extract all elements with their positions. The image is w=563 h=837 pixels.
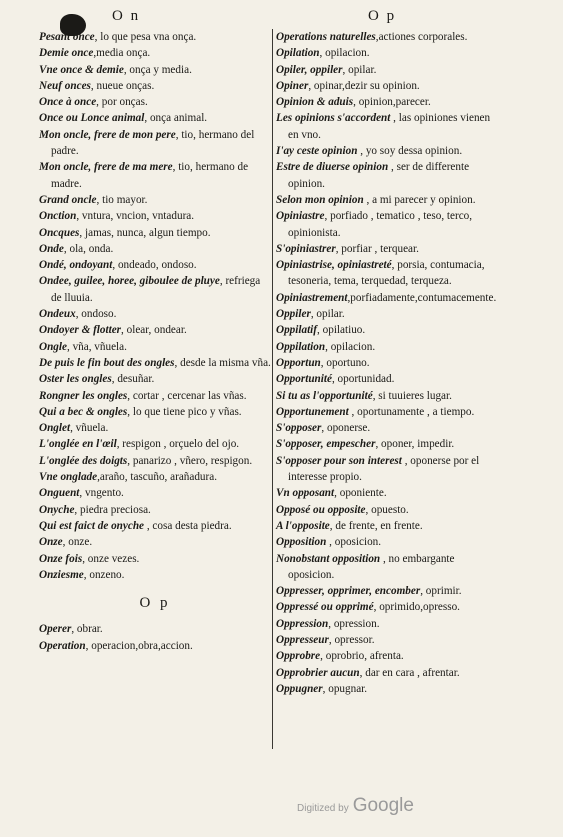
headword: Selon mon opinion [276,193,364,206]
dictionary-entry [39,371,271,387]
dictionary-entry [39,322,271,338]
header-left: O n [112,8,141,24]
definition: , vngento. [79,487,124,500]
headword: Operer [39,623,72,636]
definition: , opuesto. [365,503,409,516]
definition: , opilar. [310,308,345,321]
dictionary-entry [39,502,271,518]
dictionary-entry [276,583,498,599]
headword: Onze fois [39,552,83,565]
definition: ,araño, tascuño, arañadura. [97,471,218,484]
dictionary-entry [39,404,271,420]
headword: Ondoyer & flotter [39,324,122,337]
dictionary-entry [39,208,271,224]
dictionary-entry [276,62,498,78]
definition: , opilacion. [319,47,370,60]
dictionary-entry [39,225,271,241]
headword: S'opposer, empescher [276,438,376,451]
headword: I'ay ceste opinion [276,145,358,158]
definition: , olear, ondear. [121,324,187,337]
headword: Opinion & aduis [276,96,354,109]
definition: , oponer, impedir. [375,438,455,451]
definition: , porsia, contumacia, tesoneria, tema, terquedad, terqueza. [288,259,485,288]
headword: Si tu as l'opportunité [276,389,373,402]
dictionary-entry [39,551,271,567]
dictionary-entry [276,436,498,452]
left-column [39,29,271,654]
headword: Estre de diuerse opinion [276,161,389,174]
definition: ,actiones corporales. [375,31,468,43]
dictionary-entry [276,159,498,192]
headword: Oppresseur [276,633,329,646]
dictionary-entry [39,29,271,45]
headword: L'onglée des doigts [39,454,128,467]
dictionary-entry [276,648,498,664]
dictionary-entry [276,388,498,404]
definition: , vntura, vncion, vntadura. [76,210,195,223]
definition: , jamas, nunca, algun tiempo. [79,226,211,239]
dictionary-entry [276,78,498,94]
dictionary-entry [39,567,271,583]
watermark-brand: Google [352,795,414,816]
definition: , cosa desta piedra. [144,519,232,532]
headword: Neuf onces [39,79,91,92]
headword: Qui est faict de onyche [39,519,145,532]
definition: , las opiniones vienen en vno. [288,112,491,141]
definition: , onça animal. [144,112,208,125]
dictionary-entry [39,45,271,61]
headword: Opilation [276,47,320,60]
dictionary-entry [39,518,271,534]
headword: Ondé, ondoyant [39,259,113,272]
definition: , onça y media. [123,63,192,76]
dictionary-entry [276,110,498,143]
definition: , ser de differente opinion. [288,161,470,190]
dictionary-entry [39,78,271,94]
headword: Oppugner [276,682,323,695]
headword: Opiner [276,79,309,92]
definition: , porfiado , tematico , teso, terco, opinionista. [288,210,473,239]
dictionary-entry [276,355,498,371]
headword: Oppresser, opprimer, encomber [276,585,421,598]
headword: Onziesme [39,568,84,581]
headword: Opprobrier aucun [276,666,360,679]
headword: Opportunité [276,373,332,386]
dictionary-entry [276,616,498,632]
headword: S'opposer pour son interest [276,454,402,467]
definition: , de frente, en frente. [329,519,423,532]
headword: Opprobre [276,650,321,663]
headword: De puis le fin bout des ongles [39,356,175,369]
definition: , opilacion. [325,340,376,353]
headword: Mon oncle, frere de mon pere [39,128,176,141]
headword: Opiniastrement [276,291,348,304]
dictionary-entry [39,127,271,160]
definition: , oprimido,opresso. [373,601,460,614]
dictionary-entry [276,371,498,387]
headword: Pesant once [39,31,95,43]
section-heading-op: O p [139,595,171,612]
headword: Opposé ou opposite [276,503,366,516]
headword: Oster les ongles [39,373,112,386]
dictionary-entry [276,599,498,615]
headword: Opiler, oppiler [276,63,343,76]
dictionary-entry [39,621,271,637]
dictionary-entry [276,681,498,697]
headword: Les opinions s'accordent [276,112,391,125]
dictionary-entry [276,45,498,61]
definition: , panarizo , vñero, respigon. [127,454,253,467]
headword: Rongner les ongles [39,389,128,402]
headword: Oppilatif [276,324,318,337]
dictionary-entry [39,355,271,371]
dictionary-entry [39,159,271,192]
headword: Operation [39,639,86,652]
dictionary-entry [39,638,271,654]
dictionary-entry [39,534,271,550]
definition: , oprimir. [420,585,462,598]
definition: , oportunamente , a tiempo. [348,405,475,418]
headword: Onction [39,210,77,223]
definition: , oponerse. [321,422,371,435]
headword: S'opiniastrer [276,242,336,255]
definition: , nueue onças. [90,79,155,92]
column-divider [272,29,273,749]
definition: ,media onça. [93,47,151,60]
headword: Qui a bec & ongles [39,405,128,418]
headword: Operations naturelles [276,31,376,43]
headword: Opposition [276,536,327,549]
headword: Onze [39,536,63,549]
dictionary-entry [39,110,271,126]
definition: , por onças. [96,96,148,109]
dictionary-entry [276,632,498,648]
headword: Onglet [39,422,71,435]
dictionary-entry [276,192,498,208]
headword: Mon oncle, frere de ma mere [39,161,173,174]
definition: , dar en cara , afrentar. [359,666,460,679]
definition: , oponiente. [334,487,387,500]
definition: , cortar , cercenar las vñas. [127,389,247,402]
definition: , respigon , orçuelo del ojo. [116,438,240,451]
definition: , tio mayor. [96,193,148,206]
headword: Demie once [39,47,94,60]
definition: , opinion,parecer. [353,96,431,109]
headword: Vne onglade [39,471,98,484]
definition: , obrar. [71,623,103,636]
entry-list-on [39,29,271,583]
headword: Vn opposant [276,487,335,500]
headword: Grand oncle [39,193,97,206]
dictionary-entry [276,322,498,338]
dictionary-entry [39,306,271,322]
headword: Opiniastre [276,210,325,223]
entry-list-op [39,621,271,654]
definition: , oposicion. [326,536,382,549]
definition: , ondoso. [75,308,117,321]
headword: S'opposer [276,422,322,435]
headword: Opportun [276,356,321,369]
definition: , vña, vñuela. [66,340,127,353]
definition: , oportuno. [320,356,370,369]
definition: , opinar,dezir su opinion. [308,79,420,92]
dictionary-entry [276,257,498,290]
definition: , piedra preciosa. [74,503,151,516]
dictionary-entry [276,518,498,534]
dictionary-entry [39,241,271,257]
dictionary-entry [276,290,498,306]
definition: , opilar. [342,63,377,76]
dictionary-entry [276,551,498,584]
headword: A l'opposite [276,519,330,532]
dictionary-entry [276,29,498,45]
dictionary-entry [39,192,271,208]
definition: , oponerse por el interesse propio. [288,454,480,484]
headword: Onyche [39,503,75,516]
definition: ,porfiadamente,contumacemente. [347,291,497,304]
definition: , opilatiuo. [317,324,366,337]
definition: , tio, hermano de madre. [51,161,249,190]
definition: , onze. [62,536,93,549]
definition: , opression. [328,617,380,630]
definition: , yo soy dessa opinion. [357,145,463,158]
headword: Vne once & demie [39,63,124,76]
dictionary-entry [276,339,498,355]
headword: Ongle [39,340,67,353]
dictionary-entry [39,469,271,485]
dictionary-entry [276,665,498,681]
digitized-watermark [297,795,414,817]
dictionary-entry [39,273,271,306]
definition: , vñuela. [70,422,109,435]
headword: Opiniastrise, opiniastreté [276,259,392,272]
definition: , porfiar , terquear. [335,242,419,255]
watermark-prefix: Digitized by [297,803,349,814]
dictionary-entry [276,485,498,501]
entry-list-op-continued [276,29,498,697]
definition: , onze vezes. [82,552,140,565]
dictionary-entry [39,420,271,436]
headword: Oppression [276,617,329,630]
headword: Opportunement [276,405,349,418]
headword: Oppressé ou opprimé [276,601,374,614]
dictionary-entry [39,62,271,78]
headword: L'onglée en l'œil [39,438,117,451]
definition: , refriega de lluuia. [51,275,261,304]
dictionary-entry [276,502,498,518]
definition: , no embargante oposicion. [288,552,455,581]
definition: , ondeado, ondoso. [112,259,197,272]
definition: , lo que pesa vna onça. [94,31,197,43]
headword: Ondee, guilee, horee, giboulee de pluye [39,275,220,288]
definition: , si tuuieres lugar. [372,389,452,402]
definition: , onzeno. [83,568,125,581]
dictionary-entry [276,453,498,486]
definition: , opugnar. [322,682,368,695]
definition: , opressor. [328,633,375,646]
definition: , a mi parecer y opinion. [363,193,476,206]
dictionary-entry [276,420,498,436]
headword: Nonobstant opposition [276,552,381,565]
headword: Onde [39,242,64,255]
dictionary-entry [276,306,498,322]
dictionary-entry [39,388,271,404]
definition: , desde la misma vña. [174,356,271,369]
dictionary-entry [39,257,271,273]
headword: Once à once [39,96,97,109]
right-column [276,29,498,697]
headword: Once ou Lonce animal [39,112,145,125]
definition: , tio, hermano del padre. [51,128,255,158]
definition: , oportunidad. [331,373,395,386]
dictionary-entry [39,436,271,452]
headword: Onguent [39,487,80,500]
dictionary-entry [39,94,271,110]
definition: , lo que tiene pico y vñas. [127,405,242,418]
headword: Oppilation [276,340,326,353]
definition: , oprobrio, afrenta. [320,650,404,663]
dictionary-entry [276,404,498,420]
headword: Oncques [39,226,80,239]
dictionary-entry [276,208,498,241]
definition: , ola, onda. [63,242,114,255]
dictionary-entry [276,534,498,550]
dictionary-entry [276,94,498,110]
headword: Oppiler [276,308,311,321]
headword: Ondeux [39,308,76,321]
dictionary-entry [39,339,271,355]
header-right: O p [368,8,397,24]
dictionary-entry [39,485,271,501]
definition: , operacion,obra,accion. [85,639,193,652]
dictionary-entry [276,143,498,159]
dictionary-entry [276,241,498,257]
dictionary-entry [39,453,271,469]
definition: , desuñar. [111,373,155,386]
